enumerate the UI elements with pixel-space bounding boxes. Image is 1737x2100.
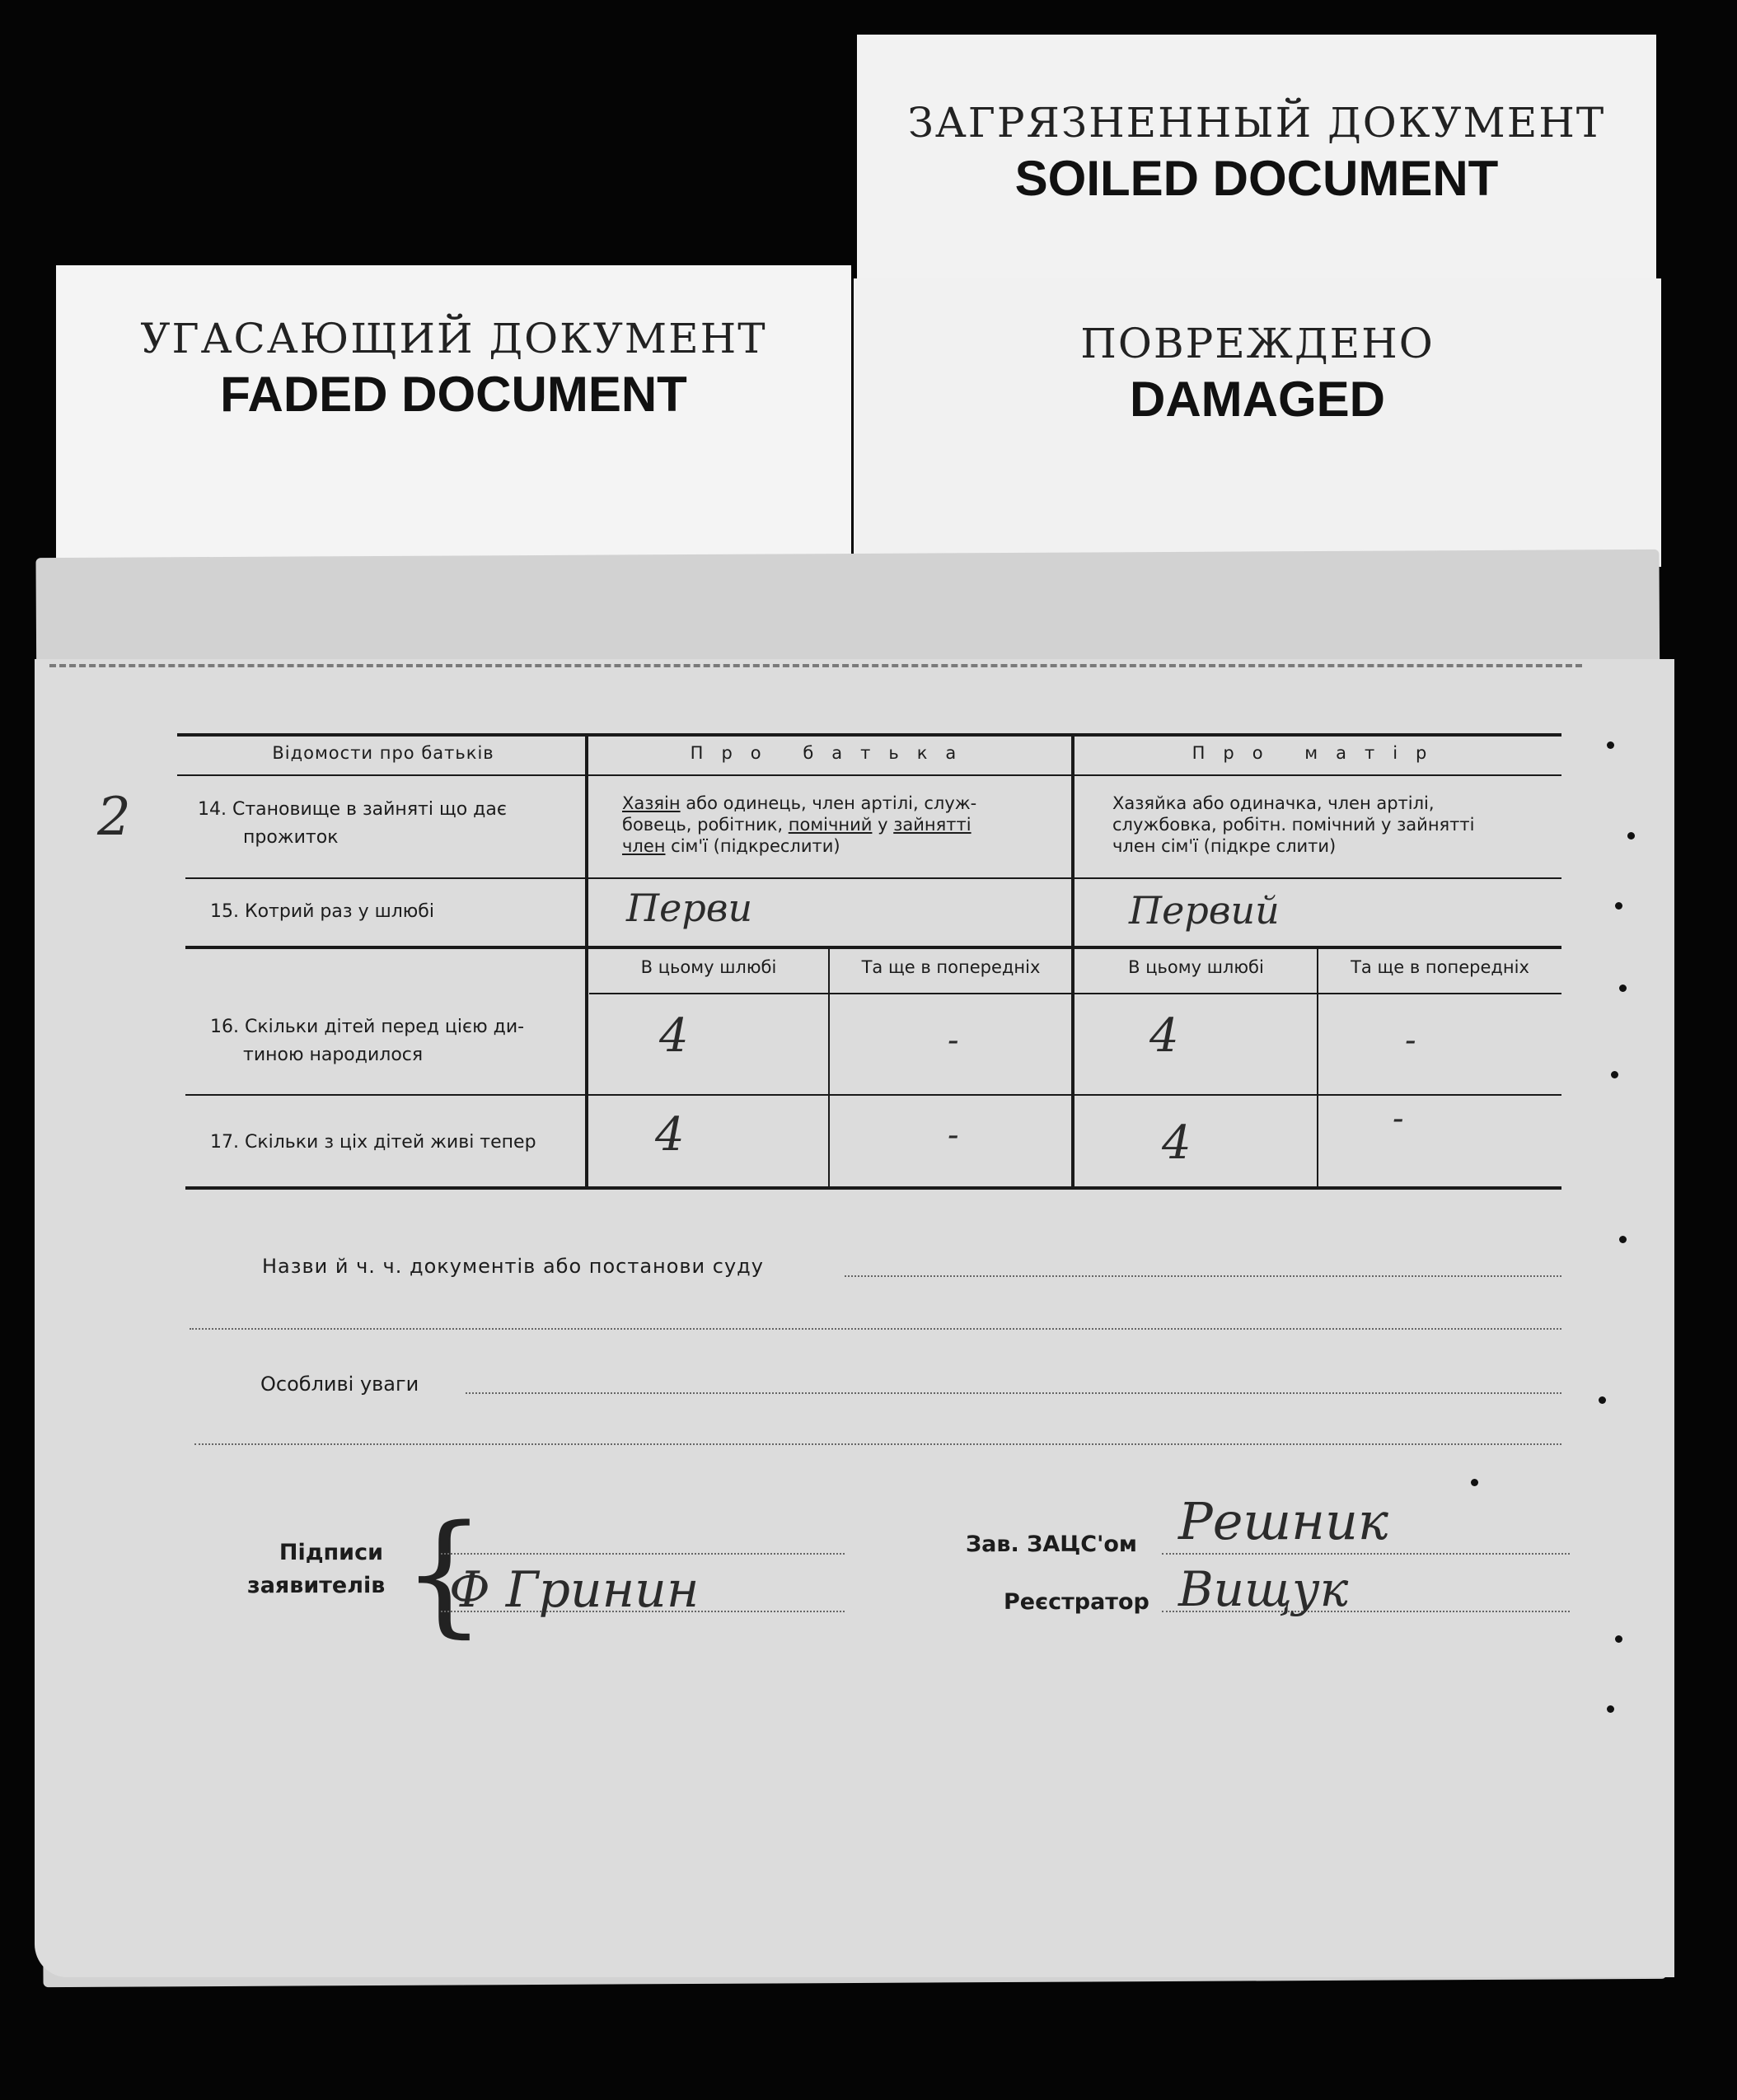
option-text: член сім'ї (підкре слити) [1112, 836, 1337, 856]
option-text: службовка, робітн. помічний у зайнятті [1112, 815, 1475, 835]
card-ru-text: УГАСАЮЩИЙ ДОКУМЕНТ [140, 315, 767, 362]
table-col-divider [585, 733, 588, 1188]
table-rule [589, 993, 1561, 994]
table-top-rule [177, 733, 1561, 737]
head-signature-line [1162, 1553, 1570, 1555]
card-en-text: DAMAGED [1130, 372, 1385, 427]
table-col-divider [1317, 946, 1318, 1188]
documents-dotted-line-2 [190, 1328, 1561, 1330]
subhead-father-previous: Та ще в попередніх [861, 957, 1041, 977]
applicants-label-line1: Підписи [279, 1540, 383, 1565]
table-rule [185, 946, 1561, 949]
binding-hole [1615, 902, 1622, 910]
row15-mother-value: Первий [1129, 888, 1280, 933]
header-father: Про батька [690, 743, 975, 763]
option-underlined: член [622, 836, 666, 856]
table-bottom-rule [185, 1186, 1561, 1190]
row14-label [198, 796, 577, 852]
binding-hole [1611, 1071, 1618, 1078]
table-rule [185, 1094, 1561, 1096]
row17-mother-previous: - [1393, 1100, 1404, 1138]
row17-father-this: 4 [655, 1108, 685, 1162]
binding-hole [1471, 1479, 1478, 1486]
applicant-signature: Ф Гринин [449, 1561, 700, 1619]
option-text: Хазяйка або одиначка, член артілі, [1112, 793, 1435, 813]
header-mother: Про матір [1192, 743, 1445, 763]
option-underlined: зайнятті [893, 815, 972, 835]
card-ru-text: ПОВРЕЖДЕНО [1080, 320, 1435, 367]
subhead-mother-previous: Та ще в попередніх [1351, 957, 1529, 977]
row17-father-previous: - [948, 1116, 959, 1154]
row16-label [210, 1013, 581, 1069]
row14-label-line2: прожиток [243, 827, 339, 848]
option-text: сім'ї (підкреслити) [665, 836, 840, 856]
notes-dotted-line [466, 1392, 1561, 1394]
head-zags-label: Зав. ЗАЦС'ом [966, 1532, 1137, 1557]
binding-hole [1615, 1635, 1622, 1643]
table-col-divider [828, 946, 830, 1188]
row14-mother-options [1112, 793, 1557, 857]
option-text: бовець, робітник, [622, 815, 789, 835]
row17-label: 17. Скільки з ціх дітей живі тепер [210, 1132, 536, 1153]
applicants-signatures-label [247, 1536, 386, 1602]
option-text: у [872, 815, 894, 835]
row15-label: 15. Котрий раз у шлюбі [210, 901, 434, 922]
registrar-signature: Вищук [1178, 1561, 1349, 1617]
table-rule [185, 877, 1561, 879]
binding-hole [1599, 1396, 1606, 1404]
registrar-label: Реєстратор [1004, 1589, 1149, 1615]
binding-hole [1619, 985, 1627, 992]
binding-hole [1607, 1705, 1614, 1713]
row16-label-line1: 16. Скільки дітей перед цією ди- [210, 1017, 525, 1037]
subhead-father-this: В цьому шлюбі [640, 957, 777, 977]
notes-label: Особливі уваги [260, 1373, 419, 1396]
binding-hole [1607, 741, 1614, 749]
row14-label-line1: 14. Становище в зайняті що дає [198, 799, 507, 820]
option-underlined: помічний [788, 815, 873, 835]
row15-father-value: Перви [626, 886, 753, 930]
margin-handwritten-mark: 2 [97, 787, 131, 848]
row14-father-options [622, 793, 1067, 857]
table-col-divider [1071, 733, 1075, 1188]
row16-label-line2: тиною народилося [243, 1045, 424, 1065]
binding-hole [1619, 1236, 1627, 1243]
subhead-mother-this: В цьому шлюбі [1128, 957, 1264, 977]
card-en-text: SOILED DOCUMENT [1014, 151, 1499, 206]
notes-dotted-line-2 [194, 1443, 1561, 1445]
table-rule [177, 774, 1561, 776]
signature-brace: { [402, 1496, 486, 1650]
row16-mother-this: 4 [1149, 1009, 1179, 1063]
option-text: або одинець, член артілі, служ- [680, 793, 977, 813]
documents-label: Назви й ч. ч. документів або постанови суду [262, 1255, 764, 1278]
binding-hole [1627, 832, 1635, 840]
head-signature: Решник [1178, 1491, 1388, 1551]
row17-mother-this: 4 [1162, 1116, 1192, 1170]
card-ru-text: ЗАГРЯЗНЕННЫЙ ДОКУМЕНТ [907, 99, 1606, 147]
row16-father-this: 4 [659, 1009, 689, 1063]
documents-dotted-line [845, 1275, 1561, 1277]
option-underlined: Хазяін [622, 793, 681, 813]
row16-mother-previous: - [1405, 1022, 1416, 1059]
header-parents-info: Відомости про батьків [272, 743, 494, 763]
applicant-signature-line [441, 1553, 845, 1555]
card-en-text: FADED DOCUMENT [220, 367, 687, 422]
row16-father-previous: - [948, 1022, 959, 1059]
applicants-label-line2: заявителів [247, 1573, 386, 1598]
